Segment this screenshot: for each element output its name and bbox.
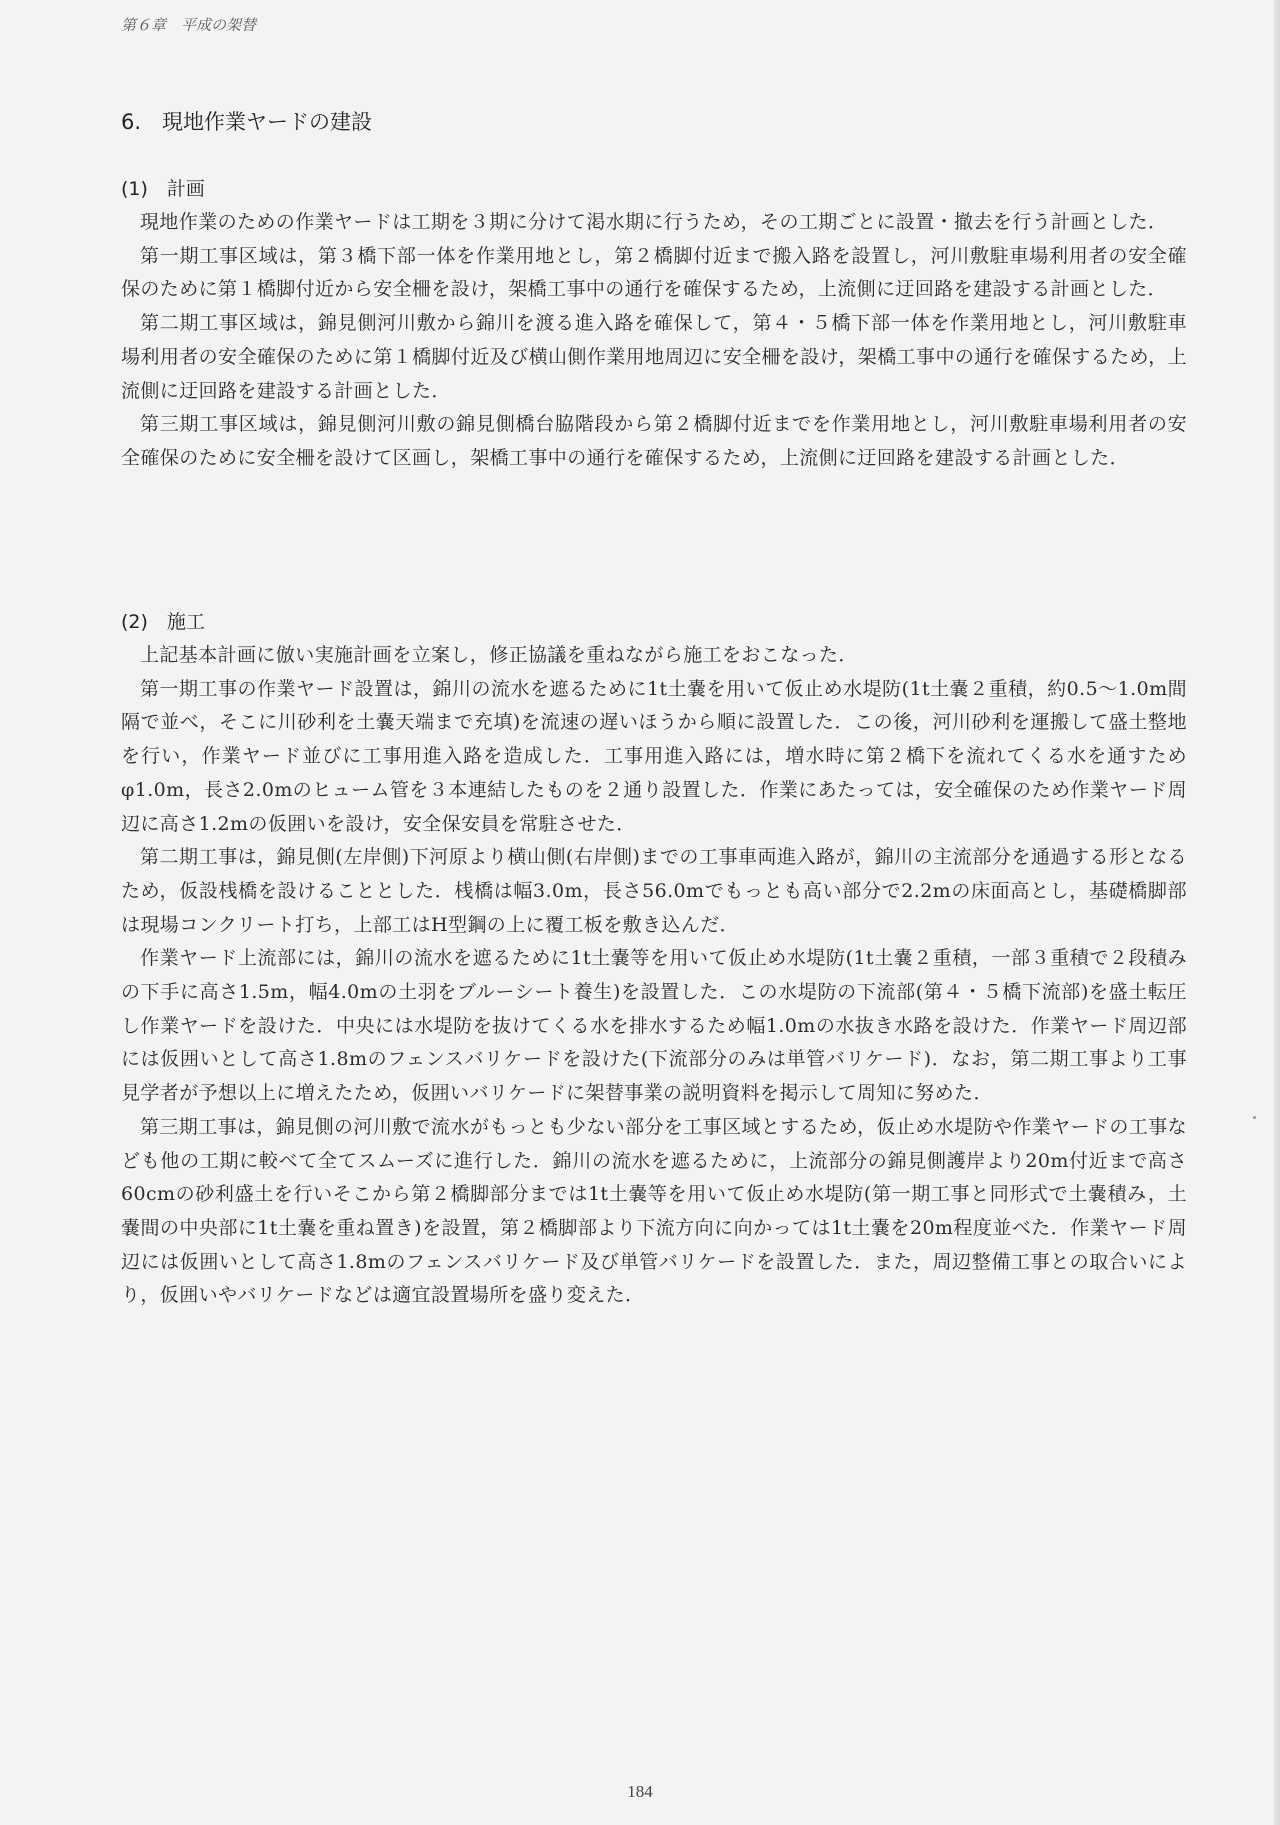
running-header: 第６章 平成の架替: [121, 16, 257, 34]
construction-paragraph: 第三期工事は，錦見側の河川敷で流水がもっとも少ない部分を工事区域とするため，仮止め水堤防や作業ヤードの工事なども他の工期に較べて全てスムーズに進行した．錦川の流水を遮るために，上流部分の錦見側護岸より20m付近まで高さ60cmの砂利盛土を行いそこから第２橋脚部分までは1t土嚢等を用いて仮止め水堤防(第一期工事と同形式で土嚢積み，土嚢間の中央部に1t土嚢を重ね置き)を設置，第２橋脚部より下流方向に向かっては1t土嚢を20m程度並べた．作業ヤード周辺には仮囲いとして高さ1.8mのフェンスバリケード及び単管バリケードを設置した．また，周辺整備工事との取合いにより，仮囲いやバリケードなどは適宜設置場所を盛り変えた．: [121, 1115, 1187, 1307]
construction-paragraph: 作業ヤード上流部には，錦川の流水を遮るために1t土嚢等を用いて仮止め水堤防(1t土嚢２重積，一部３重積で２段積みの下手に高さ1.5m，幅4.0mの土羽をブルーシート養生)を設置した．この水堤防の下流部(第４・５橋下流部)を盛土転圧し作業ヤードを設けた．中央には水堤防を抜けてくる水を排水するため幅1.0mの水抜き水路を設けた．作業ヤード周辺部には仮囲いとして高さ1.8mのフェンスバリケードを設けた(下流部分のみは単管バリケード)．なお，第二期工事より工事見学者が予想以上に増えたため，仮囲いバリケードに架替事業の説明資料を掲示して周知に努めた．: [121, 947, 1187, 1105]
construction-body: [121, 639, 1187, 1313]
page-number: 184: [627, 1782, 653, 1801]
plan-paragraph: 第三期工事区域は，錦見側河川敷の錦見側橋台脇階段から第２橋脚付近までを作業用地とし，河川敷駐車場利用者の安全確保のために安全柵を設けて区画し，架橋工事中の通行を確保するため，上流側に迂回路を建設する計画とした．: [121, 413, 1187, 469]
construction-paragraph: 上記基本計画に倣い実施計画を立案し，修正協議を重ねながら施工をおこなった．: [140, 644, 858, 666]
construction-paragraph: 第二期工事は，錦見側(左岸側)下河原より横山側(右岸側)までの工事車両進入路が，錦川の主流部分を通過する形となるため，仮設桟橋を設けることとした．桟橋は幅3.0m，長さ56.0mでもっとも高い部分で2.2mの床面高とし，基礎橋脚部は現場コンクリート打ち，上部工はH型鋼の上に覆工板を敷き込んだ．: [121, 846, 1187, 936]
page-edge-shadow: [1274, 0, 1280, 1825]
scan-speck: [1253, 1116, 1256, 1119]
section-title: 6. 現地作業ヤードの建設: [121, 110, 373, 134]
plan-paragraph: 第二期工事区域は，錦見側河川敷から錦川を渡る進入路を確保して，第４・５橋下部一体を作業用地とし，河川敷駐車場利用者の安全確保のために第１橋脚付近及び横山側作業用地周辺に安全柵を設け，架橋工事中の通行を確保するため，上流側に迂回路を建設する計画とした．: [121, 312, 1187, 402]
plan-paragraph: 第一期工事区域は，第３橋下部一体を作業用地とし，第２橋脚付近まで搬入路を設置し，河川敷駐車場利用者の安全確保のために第１橋脚付近から安全柵を設け，架橋工事中の通行を確保するため，上流側に迂回路を建設する計画とした．: [121, 244, 1187, 301]
subsection-heading-construction: (2) 施工: [121, 611, 205, 633]
construction-paragraph: 第一期工事の作業ヤード設置は，錦川の流水を遮るために1t土嚢を用いて仮止め水堤防(1t土嚢２重積，約0.5～1.0m間隔で並べ，そこに川砂利を土嚢天端まで充填)を流速の遅いほうから順に設置した．この後，河川砂利を運搬して盛土整地を行い，作業ヤード並びに工事用進入路を造成した．工事用進入路には，増水時に第２橋下を流れてくる水を通すためφ1.0m，長さ2.0mのヒューム管を３本連結したものを２通り設置した．作業にあたっては，安全確保のため作業ヤード周辺に高さ1.2mの仮囲いを設け，安全保安員を常駐させた．: [121, 677, 1187, 835]
plan-body: [121, 206, 1187, 476]
plan-paragraph: 現地作業のための作業ヤードは工期を３期に分けて渇水期に行うため，その工期ごとに設置・撤去を行う計画とした．: [140, 211, 1168, 233]
subsection-heading-plan: (1) 計画: [121, 178, 205, 200]
